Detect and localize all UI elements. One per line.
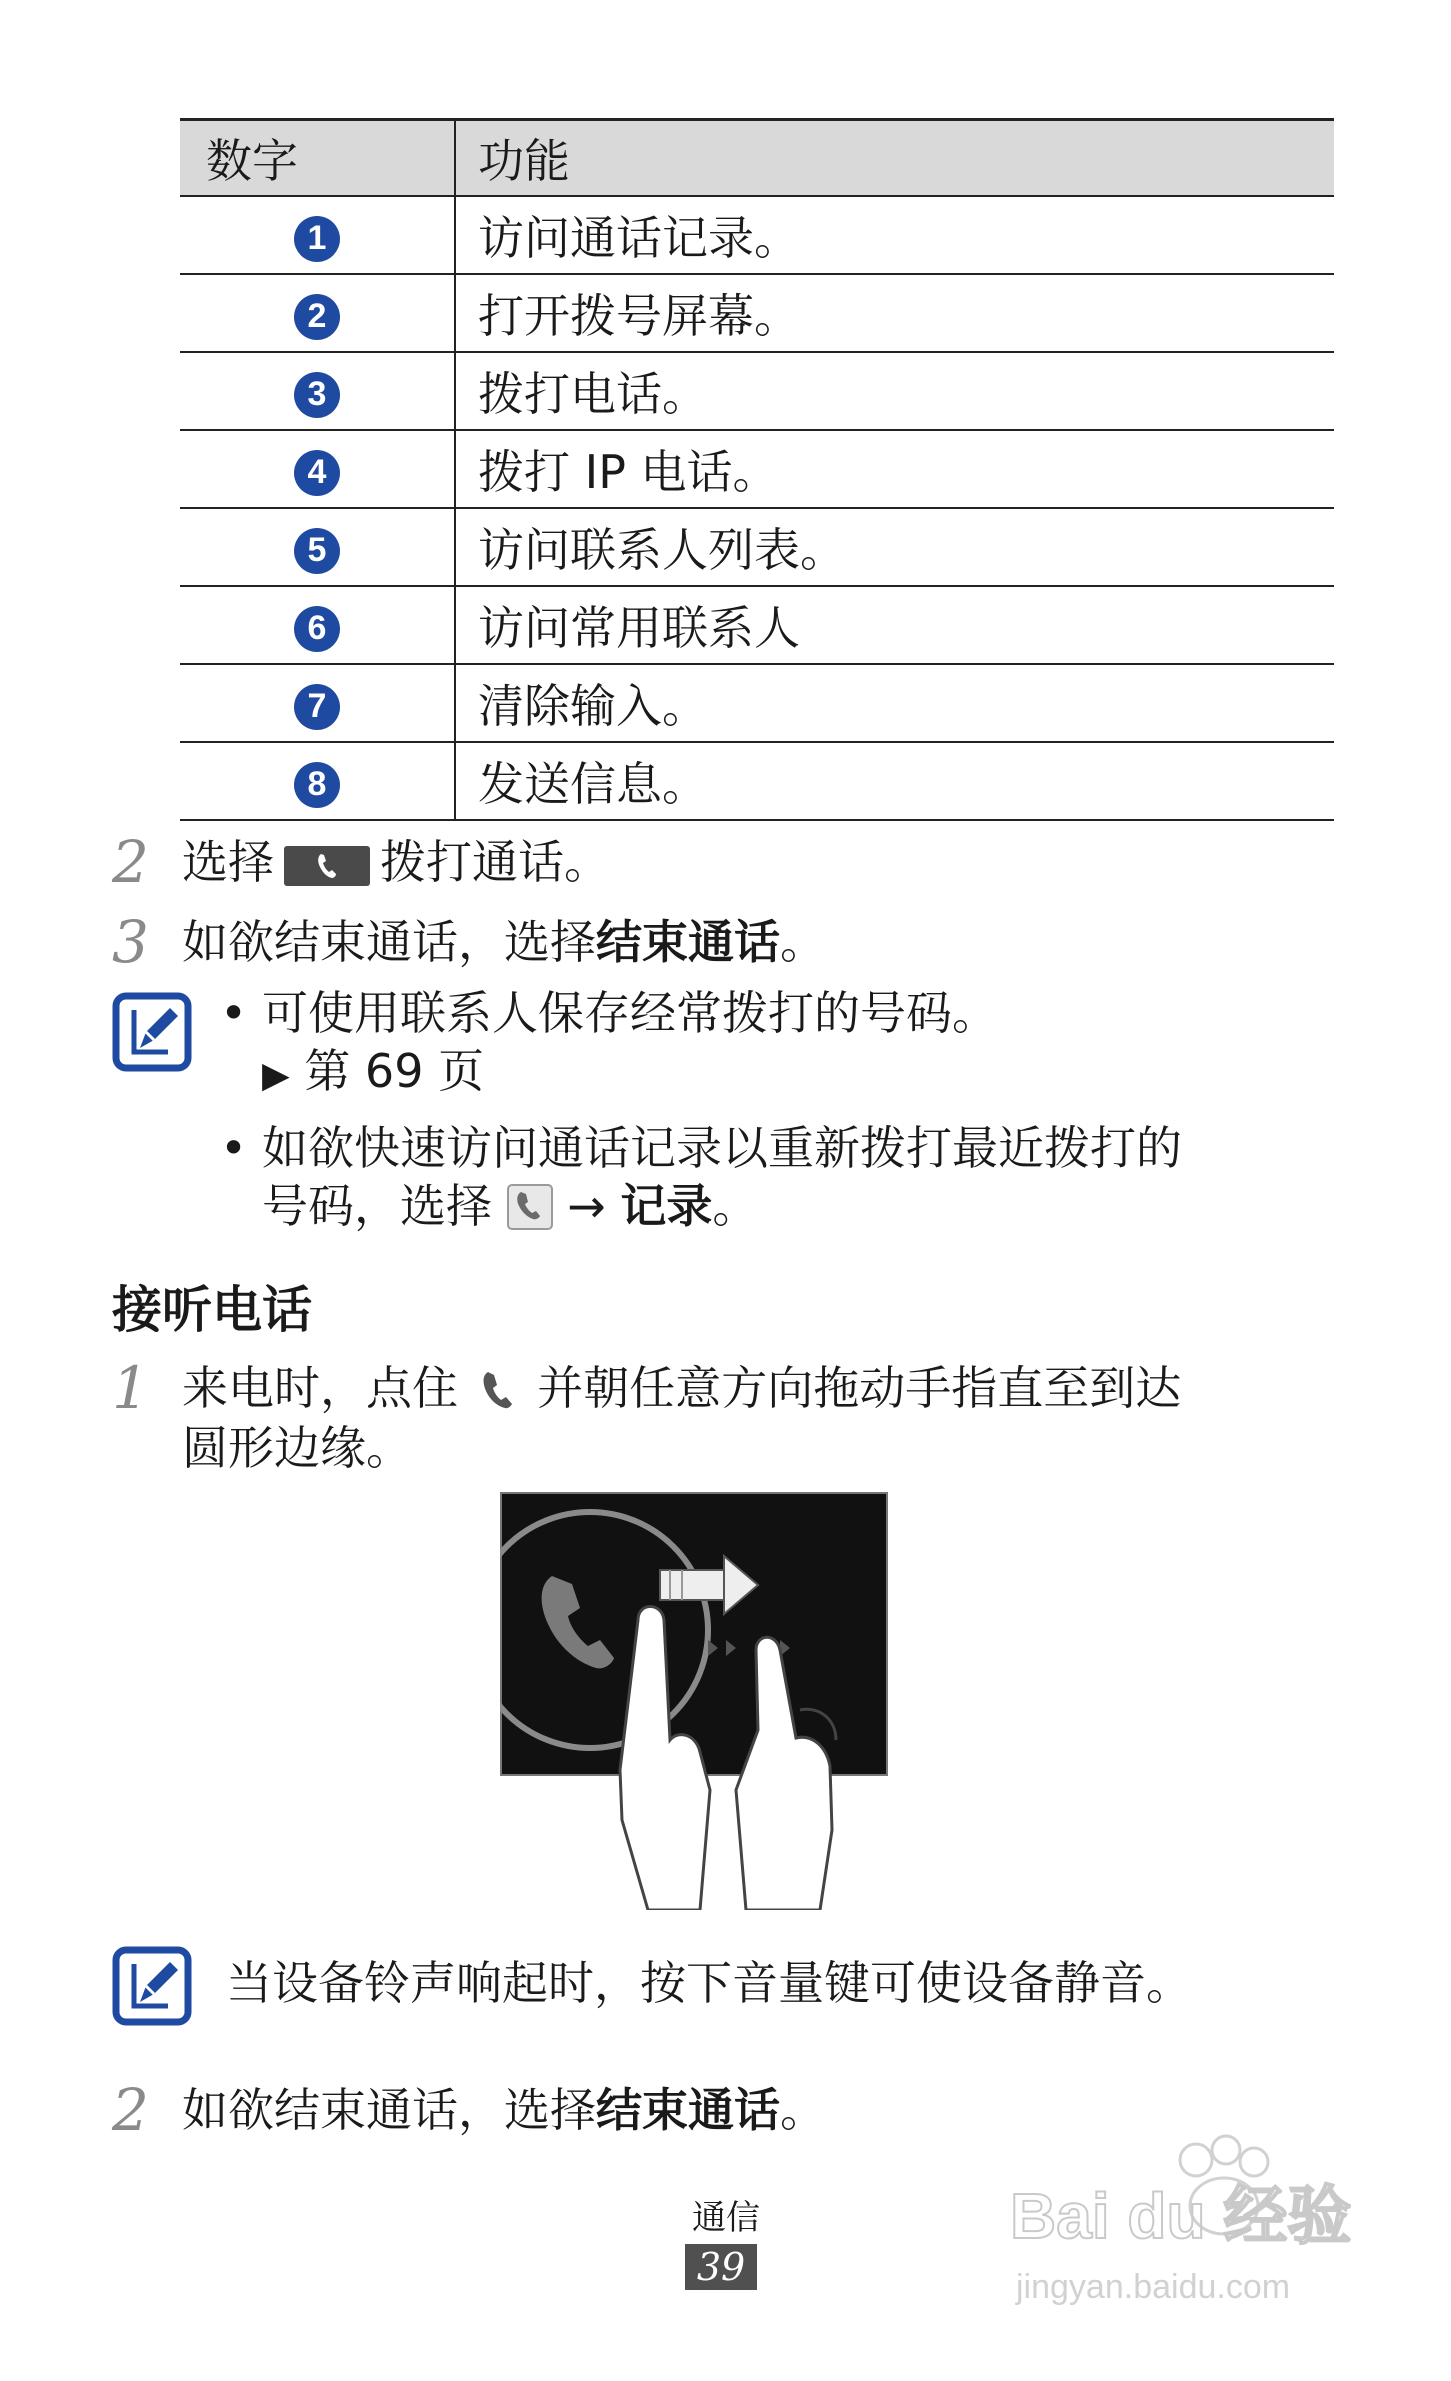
step-text-line2: 圆形边缘。 <box>182 1421 412 1475</box>
number-badge: 2 <box>294 294 340 340</box>
table-row <box>180 508 1334 586</box>
function-table <box>180 118 1334 821</box>
note-text: • 如欲快速访问通话记录以重新拨打最近拨打的 <box>262 1121 1182 1175</box>
header-number: 数字 <box>180 120 455 197</box>
header-function: 功能 <box>455 120 1334 197</box>
step-number: 3 <box>112 908 149 976</box>
step-3-end-call <box>112 908 826 976</box>
logs-label: 记录 <box>620 1179 713 1233</box>
function-cell: 打开拨号屏幕。 <box>455 274 1334 352</box>
watermark-url: jingyan.baidu.com <box>1016 2268 1291 2306</box>
note-1-bullet-2 <box>220 1119 1330 1235</box>
step-text-pre: 如欲结束通话，选择 <box>182 915 596 969</box>
note-text: 号码，选择 <box>262 1179 492 1233</box>
number-badge: 3 <box>294 372 340 418</box>
number-badge: 5 <box>294 528 340 574</box>
note-pencil-icon <box>112 992 192 1072</box>
function-cell: 发送信息。 <box>455 742 1334 820</box>
section-title: 接听电话 <box>112 1281 312 1339</box>
number-badge: 8 <box>294 762 340 808</box>
number-badge: 6 <box>294 606 340 652</box>
phone-icon <box>507 1184 553 1230</box>
number-badge: 7 <box>294 684 340 730</box>
watermark-brand: Bai du 经验 <box>1010 2180 1352 2252</box>
step-text-post: 并朝任意方向拖动手指直至到达 <box>537 1361 1182 1415</box>
page-reference: 第 69 页 <box>304 1044 485 1098</box>
function-cell: 拨打 IP 电话。 <box>455 430 1334 508</box>
step-text-pre: 来电时，点住 <box>182 1361 458 1415</box>
table-row <box>180 352 1334 430</box>
table-row <box>180 742 1334 820</box>
step-text-post: 拨打通话。 <box>380 835 610 889</box>
step-number: 1 <box>112 1354 149 1422</box>
note-2: 当设备铃声响起时，按下音量键可使设备静音。 <box>226 1956 1192 2010</box>
step-text-pre: 选择 <box>182 835 274 889</box>
table-row <box>180 274 1334 352</box>
function-cell: 访问联系人列表。 <box>455 508 1334 586</box>
step-1-answer-call <box>112 1354 1182 1478</box>
function-cell: 清除输入。 <box>455 664 1334 742</box>
footer-chapter-label: 通信 <box>692 2198 760 2238</box>
table-row <box>180 196 1334 274</box>
step-2-end-call <box>112 2076 826 2144</box>
number-badge: 1 <box>294 216 340 262</box>
end-call-label: 结束通话 <box>596 915 780 969</box>
note-1-bullet-1 <box>220 984 1330 1105</box>
number-badge: 4 <box>294 450 340 496</box>
function-cell: 拨打电话。 <box>455 352 1334 430</box>
table-row <box>180 586 1334 664</box>
note-pencil-icon <box>112 1946 192 2026</box>
phone-icon <box>479 1368 517 1412</box>
table-row <box>180 664 1334 742</box>
note-1 <box>220 984 1330 1235</box>
step-number: 2 <box>112 2076 149 2144</box>
table-header-row <box>180 120 1334 197</box>
reference-arrow: ▶ <box>262 1055 290 1096</box>
note-text: 。 <box>712 1179 759 1233</box>
step-text-post: 。 <box>780 915 826 969</box>
call-button-icon <box>284 846 370 886</box>
step-number: 2 <box>112 828 149 896</box>
footer-page-number: 39 <box>685 2244 757 2290</box>
function-cell: 访问常用联系人 <box>455 586 1334 664</box>
step-text-post: 。 <box>780 2083 826 2137</box>
function-cell: 访问通话记录。 <box>455 196 1334 274</box>
baidu-watermark <box>1010 2120 1390 2320</box>
arrow-glyph: → <box>567 1179 606 1233</box>
end-call-label: 结束通话 <box>596 2083 780 2137</box>
step-text-pre: 如欲结束通话，选择 <box>182 2083 596 2137</box>
step-2-select-call <box>112 828 610 896</box>
swipe-answer-illustration <box>500 1490 940 1910</box>
table-row <box>180 430 1334 508</box>
note-text: • 可使用联系人保存经常拨打的号码。 <box>262 986 998 1040</box>
